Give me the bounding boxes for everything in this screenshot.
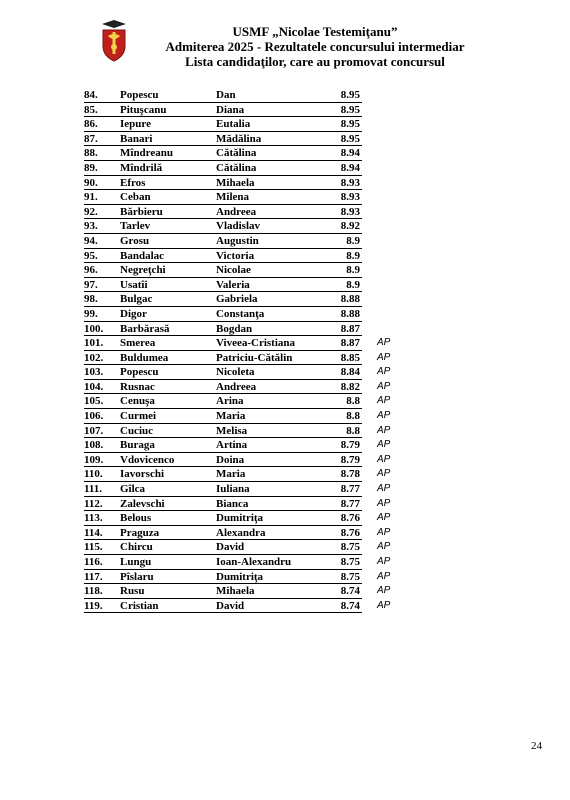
first-name: David <box>216 541 245 554</box>
row-divider <box>84 612 362 613</box>
table-row <box>84 161 424 176</box>
table-row <box>84 482 424 497</box>
table-row <box>84 380 424 395</box>
first-name: Dumitriţa <box>216 570 264 583</box>
last-name: Rusu <box>120 585 145 598</box>
first-name: Bogdan <box>216 322 253 335</box>
table-row <box>84 234 424 249</box>
score: 8.93 <box>340 176 360 189</box>
score: 8.79 <box>340 439 360 452</box>
first-name: Maria <box>216 468 246 481</box>
last-name: Banari <box>120 132 153 145</box>
row-number: 96. <box>84 264 98 277</box>
row-number: 105. <box>84 395 104 408</box>
status-flag: AP <box>377 453 391 465</box>
first-name: Doina <box>216 453 245 466</box>
table-row <box>84 205 424 220</box>
last-name: Bulgac <box>120 293 153 306</box>
candidates-table <box>84 88 424 613</box>
score: 8.95 <box>340 132 360 145</box>
first-name: Dan <box>216 89 236 101</box>
status-flag: AP <box>377 512 391 524</box>
first-name: Artina <box>216 439 248 452</box>
score: 8.8 <box>346 395 360 408</box>
table-row <box>84 394 424 409</box>
score: 8.75 <box>340 556 360 568</box>
document-header <box>150 24 480 69</box>
score: 8.92 <box>340 220 360 233</box>
first-name: Arina <box>216 395 244 408</box>
table-row <box>84 409 424 424</box>
table-row <box>84 511 424 526</box>
table-row <box>84 336 424 351</box>
last-name: Rusnac <box>120 380 155 393</box>
score: 8.88 <box>340 293 360 306</box>
table-row <box>84 599 424 614</box>
first-name: Patriciu-Cătălin <box>216 351 293 364</box>
row-number: 90. <box>84 176 98 189</box>
score: 8.9 <box>346 249 360 262</box>
score: 8.79 <box>340 453 360 466</box>
row-number: 115. <box>84 541 103 554</box>
status-flag: AP <box>377 366 391 378</box>
first-name: Eutalia <box>216 118 251 131</box>
row-number: 119. <box>84 599 103 612</box>
score: 8.75 <box>340 541 360 554</box>
first-name: Diana <box>216 103 245 116</box>
score: 8.94 <box>340 161 360 174</box>
table-row <box>84 292 424 307</box>
table-row <box>84 190 424 205</box>
table-row <box>84 307 424 322</box>
score: 8.76 <box>340 526 360 539</box>
first-name: Mădălina <box>216 132 262 145</box>
last-name: Iepure <box>120 118 151 131</box>
header-institution: USMF „Nicolae Testemiţanu” <box>232 24 398 39</box>
score: 8.78 <box>340 468 360 481</box>
table-row <box>84 88 424 103</box>
table-row <box>84 176 424 191</box>
status-flag: AP <box>377 526 391 538</box>
row-number: 112. <box>84 497 103 510</box>
score: 8.95 <box>340 89 360 101</box>
row-number: 117. <box>84 570 103 583</box>
row-number: 88. <box>84 147 98 160</box>
row-number: 102. <box>84 351 104 364</box>
row-number: 101. <box>84 337 104 350</box>
first-name: Vladislav <box>216 220 261 233</box>
score: 8.82 <box>340 380 360 393</box>
row-number: 84. <box>84 89 98 101</box>
status-flag: AP <box>377 351 391 363</box>
first-name: Mihaela <box>216 176 255 189</box>
score: 8.87 <box>340 322 360 335</box>
table-row <box>84 555 424 570</box>
row-number: 110. <box>84 468 103 481</box>
first-name: Bianca <box>216 497 249 510</box>
score: 8.87 <box>340 337 360 350</box>
table-row <box>84 322 424 337</box>
status-flag: AP <box>377 585 391 597</box>
table-row <box>84 351 424 366</box>
row-number: 108. <box>84 439 104 452</box>
status-flag: AP <box>377 439 391 451</box>
score: 8.94 <box>340 147 360 160</box>
last-name: Cuciuc <box>120 424 153 437</box>
table-row <box>84 263 424 278</box>
row-number: 99. <box>84 307 98 320</box>
last-name: Iavorschi <box>120 468 164 481</box>
row-number: 107. <box>84 424 104 437</box>
first-name: Victoria <box>216 249 255 262</box>
last-name: Ceban <box>120 191 151 204</box>
table-row <box>84 278 424 293</box>
last-name: Cenuşa <box>120 395 155 408</box>
status-flag: AP <box>377 556 391 567</box>
table-row <box>84 146 424 161</box>
header-list-title: Lista candidaţilor, care au promovat concursul <box>185 54 445 69</box>
last-name: Buldumea <box>120 351 169 364</box>
row-number: 97. <box>84 278 98 291</box>
first-name: Andreea <box>216 205 257 218</box>
last-name: Barbărasă <box>120 322 170 335</box>
last-name: Popescu <box>120 366 159 379</box>
score: 8.8 <box>346 424 360 437</box>
row-number: 92. <box>84 205 98 218</box>
score: 8.9 <box>346 278 360 291</box>
table-row <box>84 219 424 234</box>
last-name: Efros <box>120 176 146 189</box>
first-name: Gabriela <box>216 293 258 306</box>
first-name: Mihaela <box>216 585 255 598</box>
last-name: Digor <box>120 307 147 320</box>
score: 8.77 <box>340 483 360 496</box>
first-name: Milena <box>216 191 249 204</box>
last-name: Lungu <box>120 556 152 568</box>
last-name: Popescu <box>120 89 159 101</box>
last-name: Zalevschi <box>120 497 165 510</box>
score: 8.77 <box>340 497 360 510</box>
first-name: Cătălina <box>216 161 257 174</box>
table-row <box>84 103 424 118</box>
table-row <box>84 584 424 599</box>
score: 8.74 <box>340 585 360 598</box>
table-row <box>84 540 424 555</box>
first-name: Viveea-Cristiana <box>216 337 296 350</box>
table-row <box>84 132 424 147</box>
score: 8.93 <box>340 205 360 218</box>
last-name: Tarlev <box>120 220 151 233</box>
first-name: Ioan-Alexandru <box>216 556 292 568</box>
row-number: 86. <box>84 118 98 131</box>
row-number: 103. <box>84 366 104 379</box>
last-name: Mîndreanu <box>120 147 173 160</box>
header-admission-title: Admiterea 2025 - Rezultatele concursului intermediar <box>165 39 465 54</box>
score: 8.9 <box>346 234 360 247</box>
first-name: Dumitriţa <box>216 512 264 525</box>
table-row <box>84 249 424 264</box>
first-name: Nicolae <box>216 264 251 277</box>
row-number: 118. <box>84 585 103 598</box>
row-number: 85. <box>84 103 98 116</box>
row-number: 94. <box>84 234 98 247</box>
score: 8.75 <box>340 570 360 583</box>
first-name: Cătălina <box>216 147 257 160</box>
last-name: Curmei <box>120 410 157 423</box>
row-number: 116. <box>84 556 103 568</box>
status-flag: AP <box>377 468 391 480</box>
last-name: Praguza <box>120 526 160 539</box>
table-row <box>84 467 424 482</box>
first-name: Valeria <box>216 278 250 291</box>
row-number: 95. <box>84 249 98 262</box>
last-name: Belous <box>120 512 152 525</box>
status-flag: AP <box>377 395 391 407</box>
table-row <box>84 117 424 132</box>
row-number: 93. <box>84 220 98 233</box>
last-name: Bandalac <box>120 249 165 262</box>
score: 8.95 <box>340 103 360 116</box>
score: 8.76 <box>340 512 360 525</box>
first-name: Maria <box>216 410 246 423</box>
status-flag: AP <box>377 424 391 436</box>
row-number: 113. <box>84 512 103 525</box>
last-name: Chircu <box>120 541 153 554</box>
status-flag: AP <box>377 410 391 422</box>
last-name: Negreţchi <box>120 264 166 277</box>
row-number: 89. <box>84 161 98 174</box>
row-number: 109. <box>84 453 104 466</box>
table-row <box>84 497 424 512</box>
score: 8.8 <box>346 410 360 423</box>
last-name: Pîslaru <box>120 570 154 583</box>
first-name: Iuliana <box>216 483 250 496</box>
table-row <box>84 570 424 585</box>
last-name: Buraga <box>120 439 155 452</box>
last-name: Bărbieru <box>120 205 163 218</box>
last-name: Cristian <box>120 599 159 612</box>
score: 8.95 <box>340 118 360 131</box>
last-name: Pituşcanu <box>120 103 167 116</box>
first-name: Constanţa <box>216 307 265 320</box>
score: 8.9 <box>346 264 360 277</box>
score: 8.93 <box>340 191 360 204</box>
table-row <box>84 526 424 541</box>
status-flag: AP <box>377 380 391 392</box>
row-number: 106. <box>84 410 104 423</box>
first-name: Nicoleta <box>216 366 255 379</box>
score: 8.74 <box>340 599 360 612</box>
last-name: Grosu <box>120 234 150 247</box>
score: 8.84 <box>340 366 360 379</box>
status-flag: AP <box>377 497 391 509</box>
status-flag: AP <box>377 337 391 349</box>
first-name: Alexandra <box>216 526 266 539</box>
row-number: 91. <box>84 191 98 204</box>
status-flag: AP <box>377 599 391 611</box>
row-number: 114. <box>84 526 103 539</box>
last-name: Usatîi <box>120 278 148 291</box>
status-flag: AP <box>377 570 391 582</box>
row-number: 104. <box>84 380 104 393</box>
first-name: Melisa <box>216 424 248 437</box>
table-row <box>84 424 424 439</box>
first-name: David <box>216 599 245 612</box>
row-number: 111. <box>84 483 103 496</box>
table-row <box>84 438 424 453</box>
page-number: 24 <box>531 740 542 752</box>
score: 8.88 <box>340 307 360 320</box>
last-name: Smerea <box>120 337 156 350</box>
last-name: Vdovicenco <box>120 453 175 466</box>
score: 8.85 <box>340 351 360 364</box>
row-number: 87. <box>84 132 98 145</box>
table-row <box>84 453 424 468</box>
first-name: Augustin <box>216 234 259 247</box>
table-row <box>84 365 424 380</box>
row-number: 98. <box>84 293 98 306</box>
status-flag: AP <box>377 541 391 553</box>
last-name: Mîndrilă <box>120 161 163 174</box>
status-flag: AP <box>377 483 391 495</box>
last-name: Gîlca <box>120 483 146 496</box>
row-number: 100. <box>84 322 104 335</box>
usmf-crest-logo <box>100 20 128 62</box>
first-name: Andreea <box>216 380 257 393</box>
